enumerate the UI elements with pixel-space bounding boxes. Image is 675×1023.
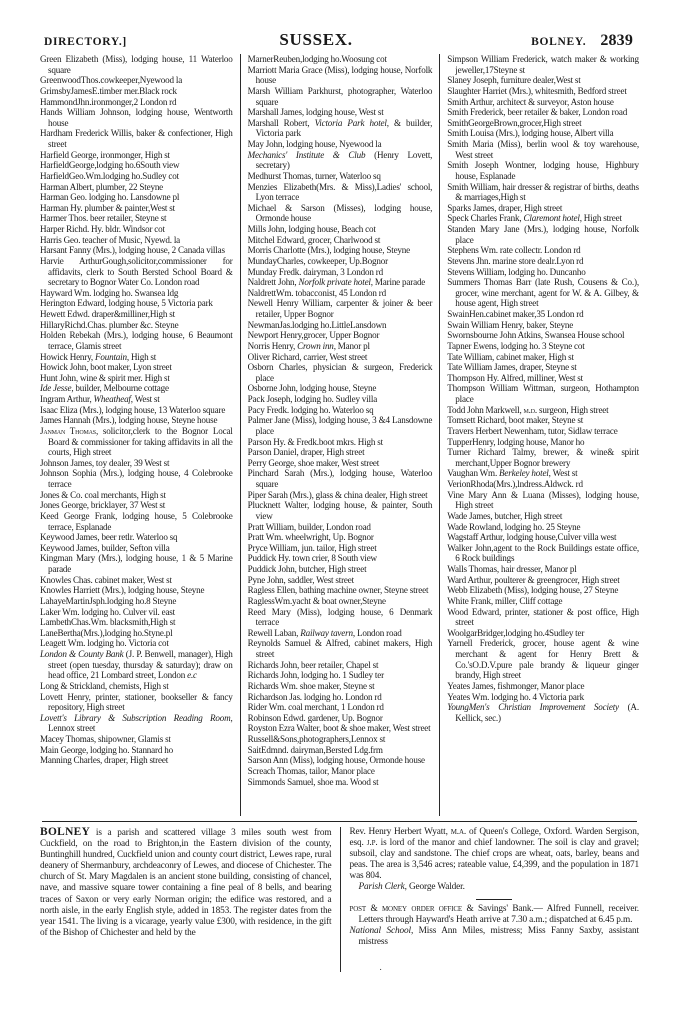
directory-entry: Tate William, cabinet maker, High st [447,351,574,362]
directory-entry: Smith William, hair dresser & registrar of births, deaths & marriages,High st [447,181,639,203]
directory-entry: LaneBertha(Mrs.),lodging ho.Styne.pl [40,627,173,638]
directory-entry: Wade Rowland, lodging ho. 25 Steyne [447,521,581,532]
directory-entry: Harris Geo. teacher of Music, Nyewd. la [40,234,181,245]
directory-entry: SmithGeorgeBrown,grocer,High street [447,117,582,128]
directory-column-2 [240,54,440,816]
directory-entry: Reed Mary (Miss), lodging house, 6 Denmark terrace [247,606,433,628]
parish-article [40,827,639,972]
directory-entry: May John, lodging house, Nyewood la [247,139,382,149]
directory-entry: Harfield George, ironmonger, High st [40,149,170,160]
directory-entry: Pratt William, builder, London road [247,521,371,532]
directory-entry: Isaac Eliza (Mrs.), lodging house, 13 Waterloo square [40,404,226,415]
parish-description-continued: Rev. Henry Herbert Wyatt, m.a. of Queen's College, Oxford. Warden Sergison, esq. j.p. is lord of the manor and chief landowner. The soil is clay and gravel; subsoil, clay and sandstone. The chief crops are wheat, oats, barley, beans and peas. The area is 3,546 acres; rateable value, £4,399, and the population in 1871 was 804. [349,827,639,882]
directory-entry: Harman Albert, plumber, 22 Steyne [40,181,164,192]
directory-entry: Todd John Markwell, m.d. surgeon, High street [447,404,609,415]
directory-entry: Yeates James, fishmonger, Manor place [447,680,585,691]
directory-entry: Keywood James, builder, Sefton villa [40,542,170,553]
directory-entry: Slaney Joseph, furniture dealer,West st [447,75,581,86]
directory-entry: Keywood James, beer retlr. Waterloo sq [40,532,178,543]
page-number: 2839 [600,32,633,49]
directory-entry: Swornsbourne John Atkins, Swansea House school [447,330,625,341]
running-head-parish: BOLNEY. [531,36,587,48]
running-head-left: DIRECTORY.] [44,36,127,48]
directory-entry: Lovett's Library & Subscription Reading Room, Lennox street [40,712,233,734]
directory-entry: Sarson Ann (Miss), lodging house, Ormonde house [247,755,425,766]
directory-entry: Oliver Richard, carrier, West street [247,351,368,362]
directory-entry: Jones & Co. coal merchants, High st [40,489,166,500]
directory-entry: Morris Charlotte (Mrs.), lodging house, Steyne [247,245,411,256]
directory-entry: Vaughan Wm. Berkeley hotel, West st [447,468,578,479]
post-office-entry: post & money order office & Savings' Bank.— Alfred Funnell, receiver. Letters through Hayward's Heath arrive at 7.30 a.m.; dispatched at 6.45 p.m. [349,903,639,925]
directory-entry: Ingram Arthur, Wheatheaf, West st [40,394,160,404]
directory-entry: Herington Edward, lodging house, 5 Victoria park [40,298,213,309]
directory-entry: Main George, lodging ho. Stannard ho [40,744,173,755]
directory-entry: Richards John, lodging ho. 1 Sudley ter [247,670,384,681]
directory-entry: Johnson James, toy dealer, 39 West st [40,457,170,468]
directory-entry: Hunt John, wine & spirit mer. High st [40,372,170,383]
section-divider [42,821,637,822]
directory-column-1 [40,54,240,816]
directory-entry: Parson Hy. & Fredk.boot mkrs. High st [247,436,383,447]
directory-entry: Harvie ArthurGough,solicitor,commissioner for affidavits, clerk to South Bersted School Board & secretary to Bognor Water Co. London road [40,255,233,288]
directory-entry: Long & Strickland, chemists, High st [40,680,169,691]
directory-entry: Walker John,agent to the Rock Buildings estate office, 6 Rock buildings [447,542,639,564]
directory-entry: Rider Wm. coal merchant, 1 London rd [247,702,384,713]
directory-entry: Howick Henry, Fountain, High st [40,351,157,362]
directory-entry: Swain William Henry, baker, Steyne [447,319,574,330]
directory-entry: Menzies Elizabeth(Mrs. & Miss),Ladies' school, Lyon terrace [247,181,433,203]
directory-entry: Janman Thomas, solicitor,clerk to the Bognor Local Board & commissioner for taking affidavits in all the courts, High street [40,425,233,458]
directory-entry: Pack Joseph, lodging ho. Sudley villa [247,394,378,404]
directory-entry: Munday Fredk. dairyman, 3 London rd [247,266,383,277]
directory-entry: RaglessWm.yacht & boat owner,Steyne [247,595,386,606]
directory-entry: VerionRhoda(Mrs.),lndress.Aldwck. rd [447,479,583,489]
directory-entry: Naldrett John, Norfolk private hotel, Marine parade [247,277,426,288]
parish-column-left [40,827,340,972]
directory-entry: Howick John, boot maker, Lyon street [40,362,172,373]
directory-entry: Mechanics' Institute & Club (Henry Lovett, secretary) [247,149,433,171]
directory-entry: Macey Thomas, shipowner, Glamis st [40,734,171,744]
directory-entry: Robinson Edwd. gardener, Up. Bognor [247,712,383,723]
directory-entry: Stevens William, lodging ho. Duncanho [447,266,586,277]
directory-entry: Plucknett Walter, lodging house, & painter, South view [247,500,433,521]
directory-entry: NewmanJas.lodging ho.LittleLansdown [247,319,387,330]
directory-entry: LahayeMartinJsph.lodging ho.8 Steyne [40,595,177,606]
directory-entry: Smith Maria (Miss), berlin wool & toy warehouse, West street [447,139,639,160]
directory-entry: Thompson Hy. Alfred, milliner, West st [447,372,583,383]
directory-entry: Marshall Robert, Victoria Park hotel, & builder, Victoria park [247,117,433,139]
directory-entry: GrimsbyJamesE.timber mer.Black rock [40,85,177,96]
directory-entry: HarfieldGeorge,lodging ho.6South view [40,160,180,171]
directory-entry: Lovett Henry, printer, stationer, bookseller & fancy repository, High street [40,691,233,713]
directory-entry: Harmer Thos. beer retailer, Steyne st [40,213,167,224]
running-head [40,30,639,50]
directory-entry: HarfieldGeo.Wm.lodging ho.Sudley cot [40,170,179,181]
directory-entry: HillaryRichd.Chas. plumber &c. Steyne [40,319,179,330]
directory-entry: London & County Bank (J. P. Benwell, manager), High street (open tuesday, thursday & saturday); draw on head office, 21 Lombard street, London e.c [40,649,233,681]
directory-entry: Ide Jesse, builder, Melbourne cottage [40,383,169,394]
directory-entry: Richards Wm. shoe maker, Steyne st [247,680,375,691]
directory-entry: Harper Richd. Hy. bldr. Windsor cot [40,224,165,234]
directory-entry: HammondJhn.ironmonger,2 London rd [40,96,177,107]
directory-entry: Pyne John, saddler, West street [247,574,354,585]
directory-entry: Laker Wm. lodging ho. Culver vil. east [40,606,176,617]
directory-entry: Smith Louisa (Mrs.), lodging house, Albert villa [447,128,614,139]
directory-entry: GreenwoodThos.cowkeeper,Nyewood la [40,75,183,86]
directory-entry: SwainHen.cabinet maker,35 London rd [447,309,584,319]
directory-entry: TupperHenry, lodging house, Manor ho [447,436,585,447]
parish-clerk: Parish Clerk, George Walder. [358,882,465,893]
directory-entry: Summers Thomas Barr (late Rush, Cousens & Co.), grocer, wine merchant, agent for W. & A. Gilbey, & house agent, High street [447,277,639,309]
directory-entry: Norris Henry, Crown inn, Manor pl [247,340,370,351]
directory-entry: Johnson Sophia (Mrs.), lodging house, 4 Colebrooke terrace [40,468,233,489]
directory-entry: Speck Charles Frank, Claremont hotel, High street [447,213,622,224]
running-head-right [531,32,633,50]
directory-entry: Parson Daniel, draper, High street [247,447,365,458]
directory-entry: Stephens Wm. rate collectr. London rd [447,245,581,256]
parish-description: BOLNEY is a parish and scattered village 3 miles south west from Cuckfield, on the road to Brighton,in the Eastern division of the county, Buntinghill hundred, Cuckfield union and county court district, Lewes rape, rural deanery of Shermanbury, archdeaconry of Lewes, and diocese of Chichester. The church of St. Mary Magdalen is an ancient stone building, consisting of chancel, nave, and massive square tower containing a fine peal of 8 bells, and bearing traces of Saxon or very early Norman origin; the edifice was restored, and a north aisle, in the early English style, added in 1853. The register dates from the year 1541. The living is a vicarage, yearly value £300, with residence, in the gift of the Bishop of Chichester and held by the [40,826,332,938]
directory-entry: Tapner Ewens, lodging ho. 3 Steyne cot [447,340,585,351]
directory-entry: Tomsett Richard, boot maker, Steyne st [447,415,584,426]
directory-entry: Pacy Fredk. lodging ho. Waterloo sq [247,404,374,415]
directory-entry: Reynolds Samuel & Alfred, cabinet makers, High street [247,638,433,659]
directory-entry: Richardson Jas. lodging ho. London rd [247,691,382,702]
directory-entry: SaitEdmnd. dairyman,Bersted Ldg.frm [247,744,383,755]
directory-entry: Osborne John, lodging house, Steyne [247,383,377,394]
directory-entry: James Hannah (Mrs.), lodging house, Steyne house [40,415,218,426]
directory-entry: Smith Joseph Wontner, lodging house, Highbury house, Esplanade [447,160,639,181]
directory-entry: Wagstaff Arthur, lodging house,Culver villa west [447,532,617,543]
directory-entry: Richards John, beer retailer, Chapel st [247,659,379,670]
directory-entry: Stevens Jhn. marine store dealr.Lyon rd [447,255,584,266]
directory-entry: Turner Richard Talmy, brewer, & wine& spirit merchant,Upper Bognor brewery [447,447,639,468]
directory-entry: Knowles Chas. cabinet maker, West st [40,574,172,585]
directory-entry: Leagett Wm. lodging ho. Victoria cot [40,638,169,649]
directory-entry: Travers Herbert Newenham, tutor, Sidlaw terrace [447,425,618,436]
directory-entry: Newell Henry William, carpenter & joiner & beer retailer, Upper Bognor [247,298,433,319]
directory-entry: Pryce William, jun. tailor, High street [247,542,377,553]
directory-entry: Palmer Jane (Miss), lodging house, 3 &4 Lansdowne place [247,415,433,436]
directory-entry: YoungMen's Christian Improvement Society (A. Kellick, sec.) [447,702,639,723]
directory-entry: Michael & Sarson (Misses), lodging house, Ormonde house [247,202,433,224]
running-head-county: SUSSEX. [279,30,353,49]
directory-entry: Vine Mary Ann & Luana (Misses), lodging house, High street [447,489,639,511]
directory-entry: Perry George, shoe maker, West street [247,457,380,468]
directory-entry: Russell&Sons,photographers,Lennox st [247,734,386,744]
directory-entry: White Frank, miller, Cliff cottage [447,595,563,606]
directory-entry: Rewell Laban, Railway tavern, London road [247,627,402,638]
directory-entry: Walls Thomas, hair dresser, Manor pl [447,564,577,574]
directory-entry: Kingman Mary (Mrs.), lodging house, 1 & 5 Marine parade [40,553,233,574]
directory-entry: Harman Hy. plumber & painter,West st [40,202,175,213]
directory-entry: Mills John, lodging house, Beach cot [247,224,376,234]
directory-entry: Osborn Charles, physician & surgeon, Frederick place [247,362,433,383]
directory-columns [40,54,639,816]
sub-divider [476,899,512,900]
directory-entry: Simmonds Samuel, shoe ma. Wood st [247,776,379,787]
directory-entry: Wood Edward, printer, stationer & post office, High street [447,606,639,628]
directory-entry: Standen Mary Jane (Mrs.), lodging house, Norfolk place [447,224,639,245]
directory-entry: Hands William Johnson, lodging house, Wentworth house [40,107,233,128]
page-foot-mark: . [379,961,382,972]
directory-entry: Holden Rebekah (Mrs.), lodging house, 6 Beaumont terrace, Glamis street [40,330,233,351]
directory-entry: Simpson William Frederick, watch maker & working jeweller,17Steyne st [447,54,639,75]
directory-entry: Smith Frederick, beer retailer & baker, London road [447,107,628,118]
directory-entry: Hayward Wm. lodging ho. Swansea ldg [40,287,179,298]
directory-entry: Medhurst Thomas, turner, Waterloo sq [247,170,381,181]
directory-entry: Manning Charles, draper, High street [40,755,169,766]
directory-entry: Screach Thomas, tailor, Manor place [247,765,375,776]
directory-entry: Knowles Harriett (Mrs.), lodging house, Steyne [40,585,205,596]
parish-column-right [340,827,640,972]
directory-entry: MundayCharles, cowkeeper, Up.Bognor [247,255,388,266]
directory-entry: Mitchel Edward, grocer, Charlwood st [247,234,381,245]
directory-entry: Ragless Ellen, bathing machine owner, Steyne street [247,585,429,596]
directory-entry: Smith Arthur, architect & surveyor, Aston house [447,96,614,107]
directory-entry: Ward Arthur, poulterer & greengrocer, High street [447,574,620,585]
directory-entry: Pratt Wm. wheelwright, Up. Bognor [247,532,374,543]
directory-entry: MarnerReuben,lodging ho.Woosung cot [247,54,387,64]
directory-column-3 [439,54,639,816]
directory-entry: Piper Sarah (Mrs.), glass & china dealer, High street [247,489,428,500]
directory-entry: Harman Geo. lodging ho. Lansdowne pl [40,192,180,203]
directory-entry: Harsant Fanny (Mrs.), lodging house, 2 Canada villas [40,245,225,256]
directory-entry: Puddick Hy. town crier, 8 South view [247,553,377,564]
directory-entry: Puddick John, butcher, High street [247,564,367,574]
directory-entry: Marshall James, lodging house, West st [247,107,384,118]
directory-entry: Yeates Wm. lodging ho. 4 Victoria park [447,691,584,702]
directory-entry: Keed George Frank, lodging house, 5 Colebrooke terrace, Esplanade [40,510,233,532]
directory-entry: Slaughter Harriet (Mrs.), whitesmith, Bedford street [447,85,627,96]
directory-entry: NaldrettWm. tobacconist, 45 London rd [247,287,386,298]
directory-entry: Newport Henry,grocer, Upper Bognor [247,330,380,341]
directory-entry: Pinchard Sarah (Mrs.), lodging house, Waterloo square [247,468,433,489]
directory-entry: Hardham Frederick Willis, baker & confectioner, High street [40,128,233,149]
directory-entry: Marriott Maria Grace (Miss), lodging house, Norfolk house [247,64,433,86]
directory-entry: Hewett Edwd. draper&milliner,High st [40,309,175,319]
directory-entry: Marsh William Parkhurst, photographer, Waterloo square [247,85,433,107]
directory-entry: Jones George, bricklayer, 37 West st [40,500,166,511]
directory-entry: Webb Elizabeth (Miss), lodging house, 27 Steyne [447,585,619,596]
directory-entry: Sparks James, draper, High street [447,202,563,213]
directory-entry: Tate William James, draper, Steyne st [447,362,577,373]
directory-entry: Wade James, butcher, High street [447,510,563,521]
directory-entry: Thompson William Wittman, surgeon, Hothampton place [447,383,639,404]
national-school-entry: National School, Miss Ann Miles, mistress; Miss Fanny Saxby, assistant mistress [349,925,639,947]
directory-entry: Royston Ezra Walter, boot & shoe maker, West street [247,723,431,734]
directory-entry: Yarnell Frederick, grocer, house agent & wine merchant & agent for Henry Brett & Co.'sO.D.V.pure pale brandy & liqueur ginger brandy, High street [447,638,639,681]
directory-entry: LambethChas.Wm. blacksmith,High st [40,617,176,628]
directory-entry: Green Elizabeth (Miss), lodging house, 11 Waterloo square [40,54,233,75]
directory-entry: WoolgarBridger,lodging ho.4Sudley ter [447,627,585,638]
